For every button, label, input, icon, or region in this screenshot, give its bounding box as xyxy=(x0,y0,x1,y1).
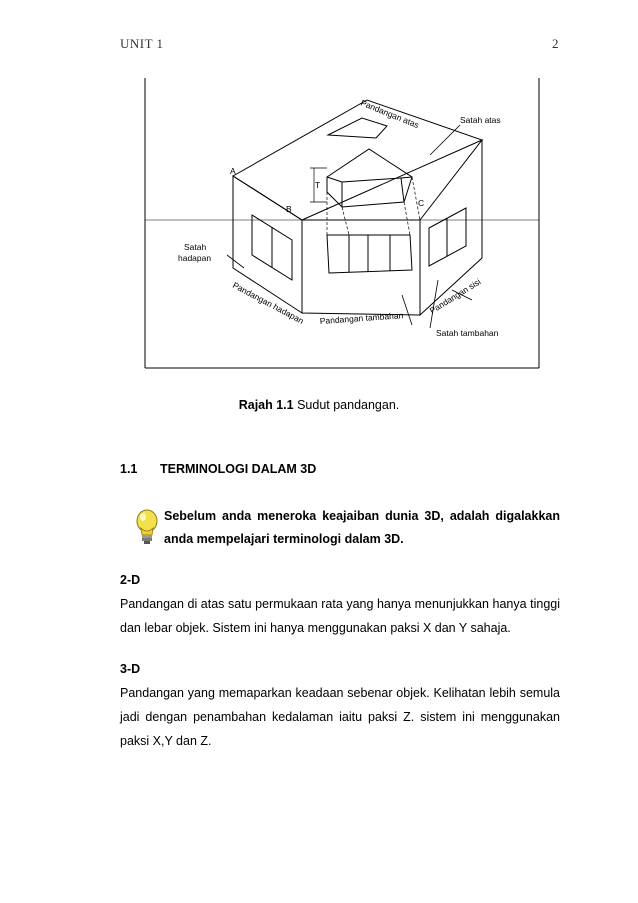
page-number: 2 xyxy=(552,36,559,51)
object-lower-box xyxy=(327,235,412,273)
intro-text: Sebelum anda meneroka keajaiban dunia 3D, adalah digalakkan anda mempelajari terminologi dalam 3D. xyxy=(164,509,560,546)
projection-planes-diagram xyxy=(142,70,542,370)
label-satah-tambahan: Satah tambahan xyxy=(436,328,499,338)
term-heading-3d: 3-D xyxy=(120,662,141,676)
label-satah-atas: Satah atas xyxy=(460,115,501,125)
label-pandangan-tambahan: Pandangan tambahan xyxy=(319,310,404,326)
header-unit: UNIT 1 xyxy=(120,36,164,51)
label-a: A xyxy=(230,166,236,176)
lightbulb-icon xyxy=(132,507,162,547)
top-view-shape xyxy=(328,118,387,138)
caption-label: Rajah 1.1 xyxy=(238,398,294,412)
label-c: C xyxy=(418,198,425,208)
satah-tambahan-plane xyxy=(302,220,420,315)
label-pandangan-atas: Pandangan atas xyxy=(359,97,421,131)
label-t: T xyxy=(315,180,321,190)
caption-text: Sudut pandangan. xyxy=(293,398,400,412)
section-number: 1.1 xyxy=(120,462,138,476)
section-title: TERMINOLOGI DALAM 3D xyxy=(160,462,317,476)
label-pandangan-hadapan: Pandangan hadapan xyxy=(231,279,306,326)
term-body-2d: Pandangan di atas satu permukaan rata yang hanya menunjukkan hanya tinggi dan lebar objek. Sistem ini hanya menggunakan paksi X dan Y sahaja. xyxy=(120,597,560,635)
label-satah: Satah xyxy=(184,242,207,252)
term-body-3d: Pandangan yang memaparkan keadaan sebenar objek. Kelihatan lebih semula jadi dengan penambahan kedalaman iaitu paksi Z. sistem ini menggunakan paksi X,Y dan Z. xyxy=(120,686,560,748)
label-hadapan: hadapan xyxy=(178,253,212,263)
satah-atas-plane xyxy=(233,97,482,220)
term-heading-2d: 2-D xyxy=(120,573,141,587)
satah-atas-leader xyxy=(430,125,460,155)
label-pandangan-sisi: Pandangan sisi xyxy=(427,276,483,316)
label-b: B xyxy=(286,204,292,214)
figure-caption xyxy=(0,398,638,412)
